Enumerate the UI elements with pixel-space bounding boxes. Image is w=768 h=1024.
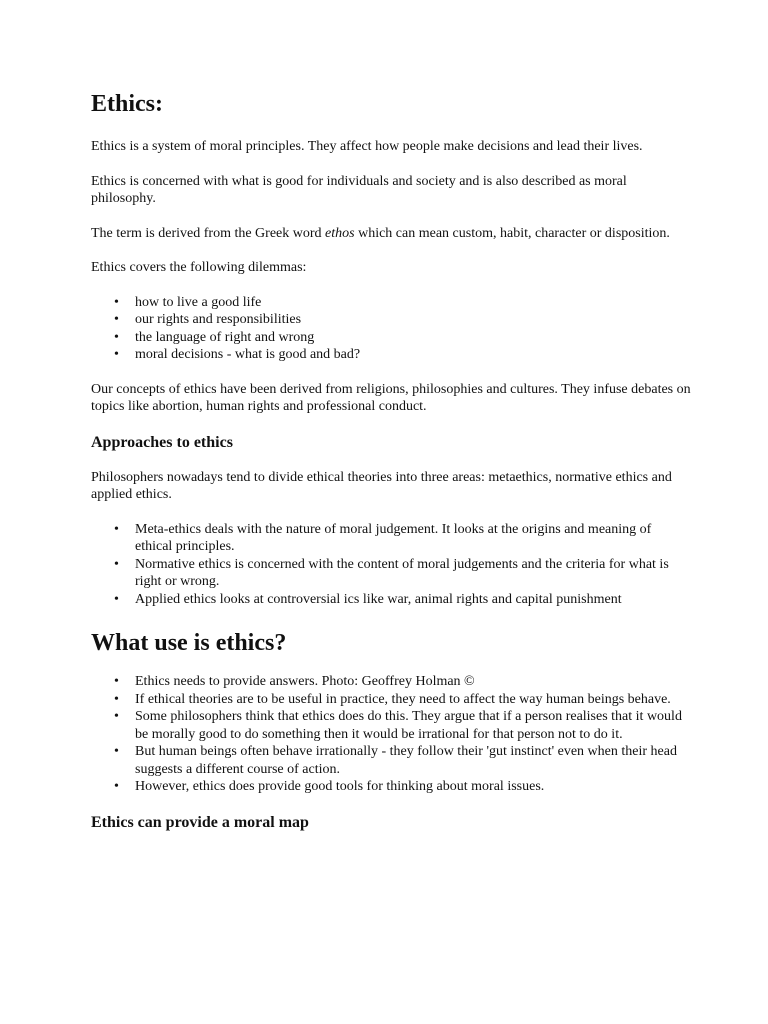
greek-text-before: The term is derived from the Greek word [91,225,326,241]
intro-paragraph-2: Ethics is concerned with what is good for individuals and society and is also described as moral philosophy. [91,173,627,206]
page-title: Ethics: [91,91,163,117]
list-item: • Normative ethics is concerned with the content of moral judgements and the criteria for what is right or wrong. [135,556,691,591]
list-item: • moral decisions - what is good and bad? [135,346,691,364]
list-item: • the language of right and wrong [135,329,691,347]
list-item: • If ethical theories are to be useful in practice, they need to affect the way human beings behave. [135,691,691,709]
greek-term-paragraph [91,225,691,243]
dilemmas-list [91,294,691,364]
use-list [91,673,691,796]
approaches-list [91,521,691,609]
list-item: • But human beings often behave irrationally - they follow their 'gut instinct' even when their head suggests a different course of action. [135,743,691,778]
list-item: • Ethics needs to provide answers. Photo: Geoffrey Holman © [135,673,691,691]
greek-text-after: which can mean custom, habit, character or disposition. [354,225,670,241]
list-item: • Some philosophers think that ethics does do this. They argue that if a person realises that it would be morally good to do something then it would be irrational for that person not to do it. [135,708,691,743]
list-item: • Applied ethics looks at controversial ics like war, animal rights and capital punishment [135,591,691,609]
approaches-heading: Approaches to ethics [91,433,233,451]
concepts-paragraph: Our concepts of ethics have been derived from religions, philosophies and cultures. They infuse debates on topics like abortion, human rights and professional conduct. [91,381,691,414]
intro-paragraph-1: Ethics is a system of moral principles. They affect how people make decisions and lead their lives. [91,139,643,154]
dilemmas-intro: Ethics covers the following dilemmas: [91,260,307,275]
approaches-intro: Philosophers nowadays tend to divide ethical theories into three areas: metaethics, normative ethics and applied ethics. [91,469,672,502]
greek-word: ethos [325,225,355,241]
list-item: • However, ethics does provide good tools for thinking about moral issues. [135,778,691,796]
list-item: • Meta-ethics deals with the nature of moral judgement. It looks at the origins and meaning of ethical principles. [135,521,691,556]
moral-map-heading: Ethics can provide a moral map [91,813,309,831]
list-item: • how to live a good life [135,294,691,312]
list-item: • our rights and responsibilities [135,311,691,329]
use-heading: What use is ethics? [91,630,287,656]
document-page [91,86,691,849]
